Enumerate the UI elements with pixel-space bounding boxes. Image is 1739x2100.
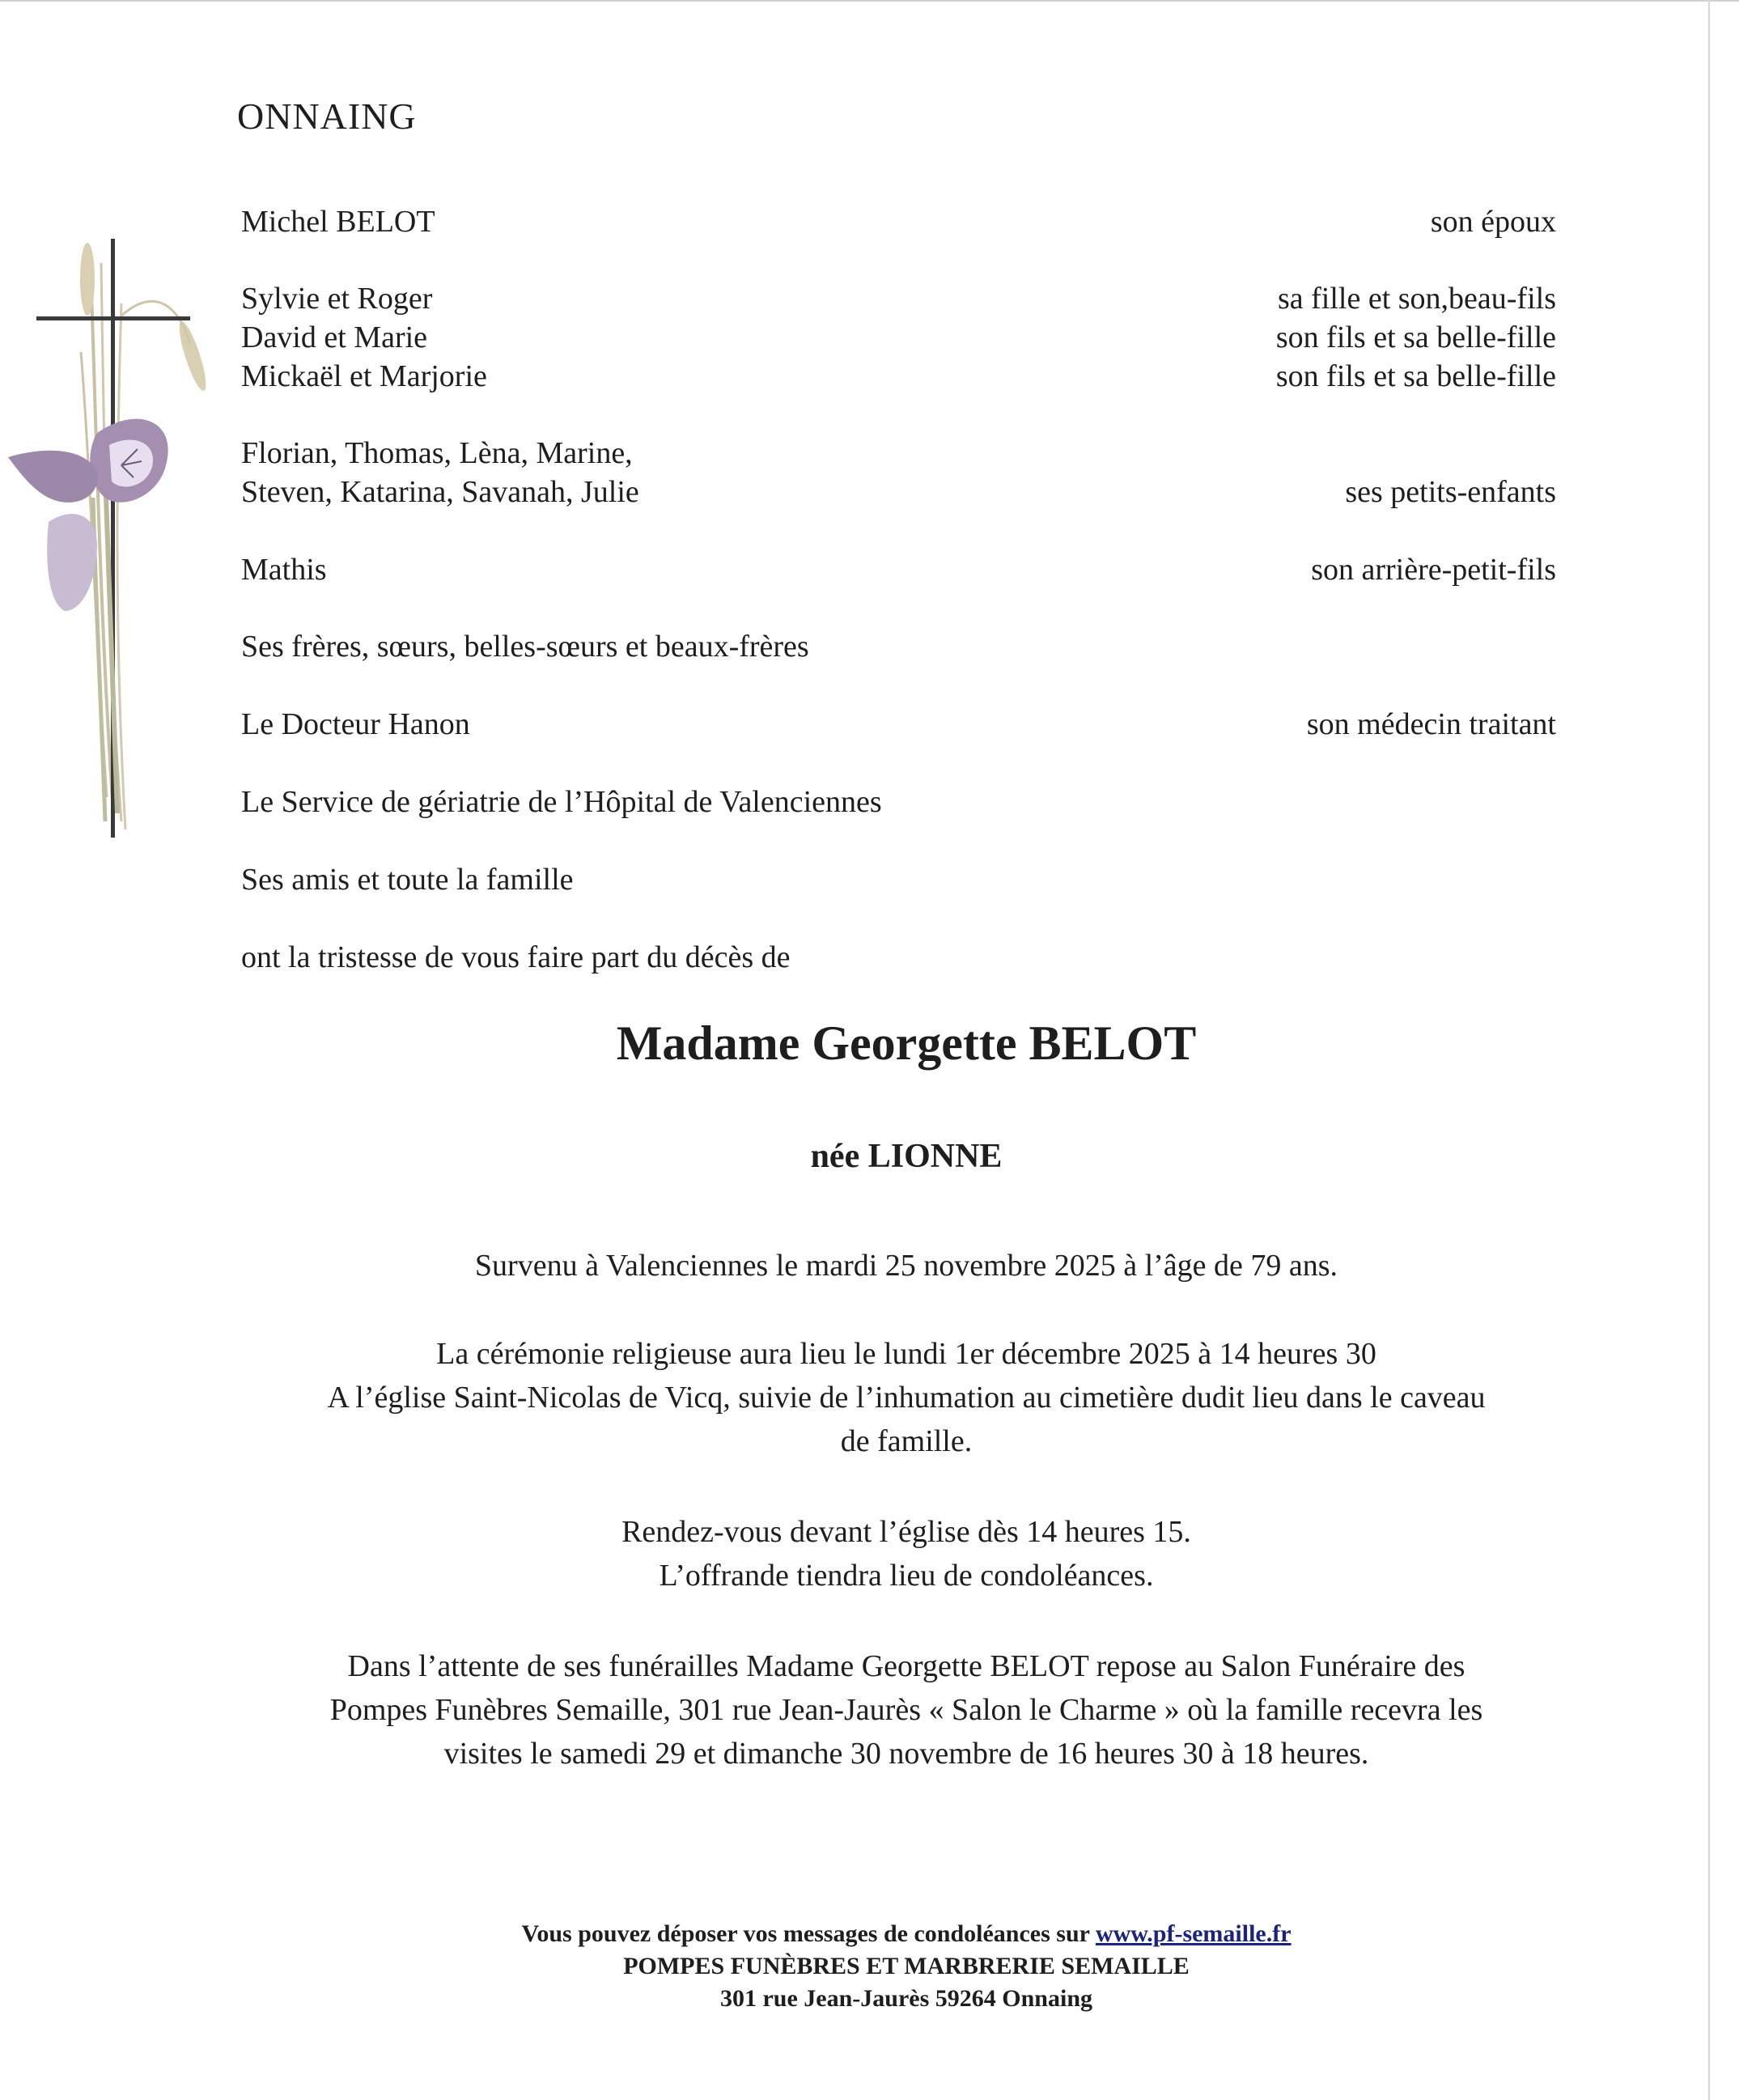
ceremony-line: de famille. xyxy=(840,1424,973,1458)
town-heading: ONNAING xyxy=(237,95,417,137)
ceremony-line: A l’église Saint-Nicolas de Vicq, suivie de l’inhumation au cimetière dudit lieu dans le caveau xyxy=(327,1381,1486,1415)
company-address: 301 rue Jean-Jaurès 59264 Onnaing xyxy=(719,1985,1093,2012)
family-relation: son fils et sa belle-fille xyxy=(1275,359,1556,393)
rest-line: Dans l’attente de ses funérailles Madame Georgette BELOT repose au Salon Funéraire des xyxy=(347,1649,1465,1683)
family-relation: son arrière-petit-fils xyxy=(1311,553,1556,587)
ceremony-line: La cérémonie religieuse aura lieu le lundi 1er décembre 2025 à 14 heures 30 xyxy=(436,1337,1376,1371)
family-name: Mathis xyxy=(241,553,327,587)
family-name: Ses frères, sœurs, belles-sœurs et beaux-frères xyxy=(241,630,809,664)
family-relation: ses petits-enfants xyxy=(1345,475,1556,509)
rest-line: visites le samedi 29 et dimanche 30 novembre de 16 heures 30 à 18 heures. xyxy=(443,1737,1369,1771)
meeting-line: L’offrande tiendra lieu de condoléances. xyxy=(659,1559,1154,1593)
family-relation: son médecin traitant xyxy=(1306,707,1556,741)
family-name: Le Service de gériatrie de l’Hôpital de Valenciennes xyxy=(241,785,882,819)
family-name: Mickaël et Marjorie xyxy=(241,359,487,393)
family-relation: son époux xyxy=(1430,205,1556,239)
announcement-text: ont la tristesse de vous faire part du décès de xyxy=(241,940,791,974)
meeting-line: Rendez-vous devant l’église dès 14 heures 15. xyxy=(621,1515,1191,1549)
family-name: Sylvie et Roger xyxy=(241,282,433,316)
family-name: Florian, Thomas, Lèna, Marine, xyxy=(241,436,633,470)
deceased-name: Madame Georgette BELOT xyxy=(616,1016,1197,1070)
family-relation: son fils et sa belle-fille xyxy=(1275,320,1556,354)
condolence-prefix: Vous pouvez déposer vos messages de condoléances sur xyxy=(521,1920,1096,1947)
page-right-edge xyxy=(1708,0,1710,2100)
family-name: Steven, Katarina, Savanah, Julie xyxy=(241,475,639,509)
page-top-edge xyxy=(0,0,1739,2)
family-name: Le Docteur Hanon xyxy=(241,707,470,741)
family-name: David et Marie xyxy=(241,320,428,354)
maiden-name: née LIONNE xyxy=(810,1138,1003,1175)
rest-line: Pompes Funèbres Semaille, 301 rue Jean-Jaurès « Salon le Charme » où la famille recevra les xyxy=(329,1693,1483,1727)
website-link[interactable]: www.pf-semaille.fr xyxy=(1095,1920,1292,1947)
family-name: Ses amis et toute la famille xyxy=(241,863,574,897)
death-notice: Survenu à Valenciennes le mardi 25 novembre 2025 à l’âge de 79 ans. xyxy=(474,1249,1338,1283)
company-name: POMPES FUNÈBRES ET MARBRERIE SEMAILLE xyxy=(623,1953,1190,1979)
cross-lily-decoration-icon xyxy=(0,231,227,862)
condolence-message xyxy=(227,1918,1586,1950)
family-relation: sa fille et son,beau-fils xyxy=(1277,282,1556,316)
family-name: Michel BELOT xyxy=(241,205,435,239)
